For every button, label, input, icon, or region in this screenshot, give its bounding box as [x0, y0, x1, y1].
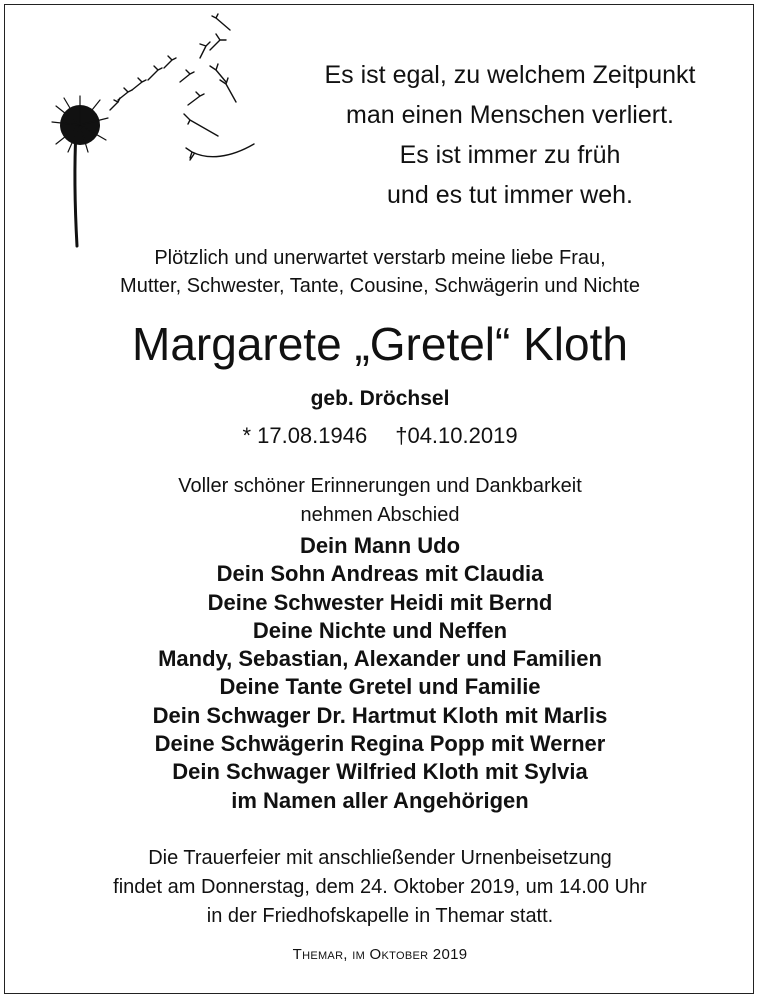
farewell-text: [0, 472, 760, 530]
poem: [250, 55, 760, 215]
dandelion-icon: [40, 10, 270, 255]
service-line: findet am Donnerstag, dem 24. Oktober 2019, um 14.00 Uhr: [113, 876, 647, 898]
farewell-line: nehmen Abschied: [300, 504, 460, 526]
mourner-line: Deine Schwester Heidi mit Bernd: [207, 589, 553, 615]
poem-line: und es tut immer weh.: [387, 181, 633, 209]
funeral-service-info: [0, 844, 760, 931]
mourner-line: Dein Schwager Wilfried Kloth mit Sylvia: [172, 759, 588, 785]
poem-line: Es ist immer zu früh: [399, 141, 621, 169]
intro-line: Mutter, Schwester, Tante, Cousine, Schwägerin und Nichte: [120, 275, 640, 297]
mourner-line: Deine Nichte und Neffen: [252, 617, 508, 643]
deceased-name: Margarete „Gretel“ Kloth: [132, 318, 628, 370]
maiden-name: geb. Dröchsel: [310, 387, 450, 410]
mourners-list: [0, 532, 760, 815]
farewell-line: Voller schöner Erinnerungen und Dankbarkeit: [178, 475, 582, 497]
death-date: †04.10.2019: [395, 423, 518, 448]
poem-line: Es ist egal, zu welchem Zeitpunkt: [324, 61, 696, 89]
place-date-text: Themar, im Oktober 2019: [292, 946, 468, 963]
birth-date: * 17.08.1946: [242, 423, 368, 448]
mourner-line: Mandy, Sebastian, Alexander und Familien: [158, 646, 602, 672]
poem-line: man einen Menschen verliert.: [346, 101, 674, 129]
intro-text: [0, 244, 760, 300]
mourner-line: Dein Schwager Dr. Hartmut Kloth mit Marlis: [152, 702, 608, 728]
intro-line: Plötzlich und unerwartet verstarb meine liebe Frau,: [154, 247, 606, 269]
mourner-line: Dein Sohn Andreas mit Claudia: [216, 561, 544, 587]
mourner-line: im Namen aller Angehörigen: [231, 787, 529, 813]
service-line: in der Friedhofskapelle in Themar statt.: [206, 905, 554, 927]
place-and-date: [0, 944, 760, 966]
service-line: Die Trauerfeier mit anschließender Urnenbeisetzung: [148, 847, 612, 869]
mourner-line: Deine Tante Gretel und Familie: [219, 674, 541, 700]
mourner-line: Deine Schwägerin Regina Popp mit Werner: [154, 731, 606, 757]
mourner-line: Dein Mann Udo: [299, 533, 461, 558]
life-dates: [0, 421, 760, 451]
